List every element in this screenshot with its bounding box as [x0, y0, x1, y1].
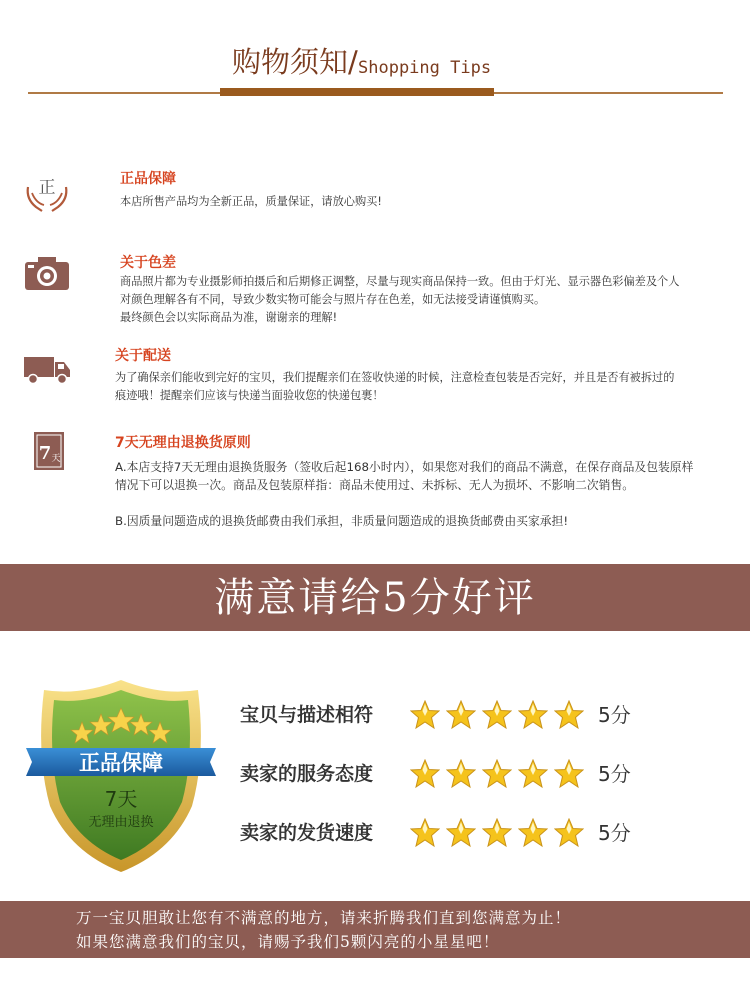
tip-title: 正品保障: [120, 171, 176, 187]
header-title-cn: 购物须知/: [232, 45, 358, 79]
camera-icon: [22, 252, 72, 298]
return-icon-number: 7: [38, 443, 52, 464]
authentic-icon-text: 正: [38, 178, 56, 198]
rating-stars: [410, 818, 584, 848]
tip-line: 为了确保亲们能收到完好的宝贝，我们提醒亲们在签收快递的时候，注意检查包装是否完好，并且是否有被拆过的: [115, 371, 675, 384]
badge-days-text: 7天: [104, 787, 138, 811]
star-icon: [518, 818, 548, 848]
tip-line: 本店所售产品均为全新正品，质量保证，请放心购买!: [120, 195, 382, 208]
tip-title: 7天无理由退换货原则: [115, 435, 251, 451]
tip-delivery: [0, 345, 750, 415]
star-icon: [554, 700, 584, 730]
star-icon: [518, 700, 548, 730]
badge-ribbon-text: 正品保障: [79, 751, 163, 775]
tip-line: 情况下可以退换一次。商品及包装原样指：商品未使用过、未拆标、无人为损坏、不影响二次销售。: [115, 478, 635, 492]
tip-line: A.本店支持7天无理由退换货服务（签收后起168小时内），如果您对我们的商品不满意，在保存商品及包装原样: [115, 460, 694, 474]
shopping-tips-header: [0, 0, 750, 100]
rating-stars: [410, 700, 584, 730]
tip-line: 最终颜色会以实际商品为准，谢谢亲的理解!: [120, 311, 338, 324]
tip-line: 痕迹哦！提醒亲们应该与快递当面验收您的快递包裹！: [115, 389, 384, 402]
star-icon: [410, 700, 440, 730]
seven-day-return-icon: [34, 432, 64, 470]
header-title-en: Shopping Tips: [358, 58, 492, 78]
rating-score: 5分: [598, 703, 631, 727]
tip-line: 对颜色理解各有不同，导致少数实物可能会与照片存在色差，如无法接受请谨慎购买。: [120, 293, 546, 306]
authentic-guarantee-badge: [22, 676, 220, 876]
star-icon: [410, 818, 440, 848]
rating-label: 卖家的发货速度: [240, 822, 374, 844]
tip-authentic: [0, 165, 750, 225]
rating-score: 5分: [598, 762, 631, 786]
tip-title: 关于色差: [120, 255, 176, 271]
tip-title: 关于配送: [115, 348, 171, 364]
footer-line: 如果您满意我们的宝贝，请赐予我们5颗闪亮的小星星吧！: [76, 933, 500, 951]
rating-banner-title: 满意请给5分好评: [214, 575, 536, 621]
header-accent-bar: [220, 88, 494, 96]
star-icon: [410, 759, 440, 789]
tip-line: B.因质量问题造成的退换货邮费由我们承担，非质量问题造成的退换货邮费由买家承担!: [115, 514, 569, 528]
star-icon: [446, 700, 476, 730]
star-icon: [482, 700, 512, 730]
authentic-hands-icon: [22, 169, 72, 215]
badge-sub-text: 无理由退换: [88, 815, 154, 830]
return-icon-day: 天: [51, 454, 61, 464]
delivery-truck-icon: [22, 347, 72, 393]
star-icon: [554, 818, 584, 848]
star-icon: [518, 759, 548, 789]
rating-stars: [410, 759, 584, 789]
tip-seven-day-return: [0, 430, 750, 540]
rating-label: 卖家的服务态度: [240, 763, 374, 785]
star-icon: [446, 818, 476, 848]
tip-line: 商品照片都为专业摄影师拍摄后和后期修正调整，尽量与现实商品保持一致。但由于灯光、显示器色彩偏差及个人: [120, 275, 680, 288]
star-icon: [482, 759, 512, 789]
footer-line: 万一宝贝胆敢让您有不满意的地方，请来折腾我们直到您满意为止！: [76, 909, 572, 927]
rating-label: 宝贝与描述相符: [240, 704, 374, 726]
star-icon: [554, 759, 584, 789]
rating-score: 5分: [598, 821, 631, 845]
star-icon: [482, 818, 512, 848]
star-icon: [446, 759, 476, 789]
tip-color-difference: [0, 250, 750, 330]
